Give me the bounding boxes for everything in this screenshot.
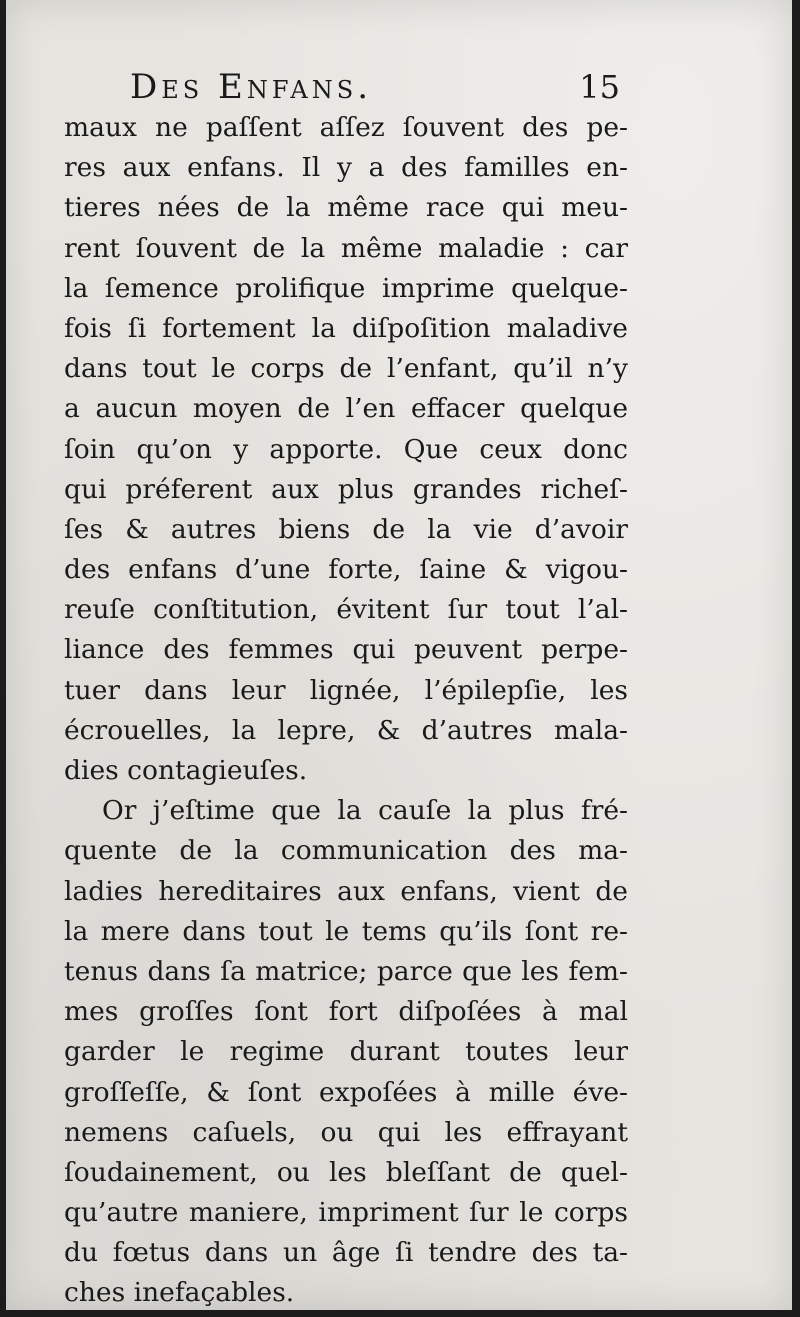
paragraph	[64, 791, 628, 1313]
page-number: 15	[579, 68, 620, 106]
text-line: qu’autre maniere, impriment ſur le corps	[64, 1197, 628, 1229]
text-line: fois ſi fortement la diſpoſition maladive	[64, 312, 628, 344]
running-title: Des Enfans.	[130, 67, 372, 107]
body-text	[64, 108, 628, 1314]
text-line: qui préferent aux plus grandes richeſ-	[64, 473, 628, 505]
text-line: mes groſſes ſont fort diſpoſées à mal	[64, 996, 628, 1028]
text-line: ladies hereditaires aux enfans, vient de	[64, 875, 628, 907]
text-line: ches inefaçables.	[64, 1277, 295, 1309]
text-line: Or j’eſtime que la cauſe la plus fré-	[102, 795, 628, 827]
text-line: tieres nées de la même race qui meu-	[64, 192, 628, 224]
text-line: tuer dans leur lignée, l’épilepſie, les	[64, 674, 628, 706]
text-line: res aux enfans. Il y a des familles en-	[64, 152, 628, 184]
text-line: quente de la communication des ma-	[64, 835, 628, 867]
text-line: écrouelles, la lepre, & d’autres mala-	[64, 714, 628, 746]
text-line: groſſeſſe, & ſont expoſées à mille éve-	[64, 1076, 628, 1108]
text-line: maux ne paſſent aſſez ſouvent des pe-	[64, 112, 628, 143]
text-line: des enfans d’une forte, ſaine & vigou-	[64, 554, 628, 586]
text-line: reuſe conſtitution, évitent ſur tout l’al-	[64, 594, 628, 626]
text-line: du fœtus dans un âge ſi tendre des ta-	[64, 1237, 628, 1269]
text-line: liance des femmes qui peuvent perpe-	[64, 634, 628, 666]
text-line: ſes & autres biens de la vie d’avoir	[64, 513, 628, 545]
text-line: ſoudainement, ou les bleſſant de quel-	[64, 1156, 628, 1188]
text-line: la ſemence prolifique imprime quelque-	[64, 272, 628, 304]
text-line: garder le regime durant toutes leur	[64, 1036, 628, 1068]
text-line: ſoin qu’on y apporte. Que ceux donc	[64, 433, 628, 465]
text-line: a aucun moyen de l’en effacer quelque	[64, 393, 628, 425]
book-page	[6, 0, 792, 1310]
text-line: nemens caſuels, ou qui les effrayant	[64, 1116, 628, 1148]
text-line: tenus dans ſa matrice; parce que les fem-	[64, 955, 628, 987]
text-line: rent ſouvent de la même maladie : car	[64, 232, 628, 264]
text-line: dans tout le corps de l’enfant, qu’il n’y	[64, 353, 628, 385]
text-line: la mere dans tout le tems qu’ils ſont re-	[64, 915, 628, 947]
page-header	[130, 62, 620, 112]
paragraph	[64, 108, 628, 791]
text-line: dies contagieuſes.	[64, 755, 308, 786]
